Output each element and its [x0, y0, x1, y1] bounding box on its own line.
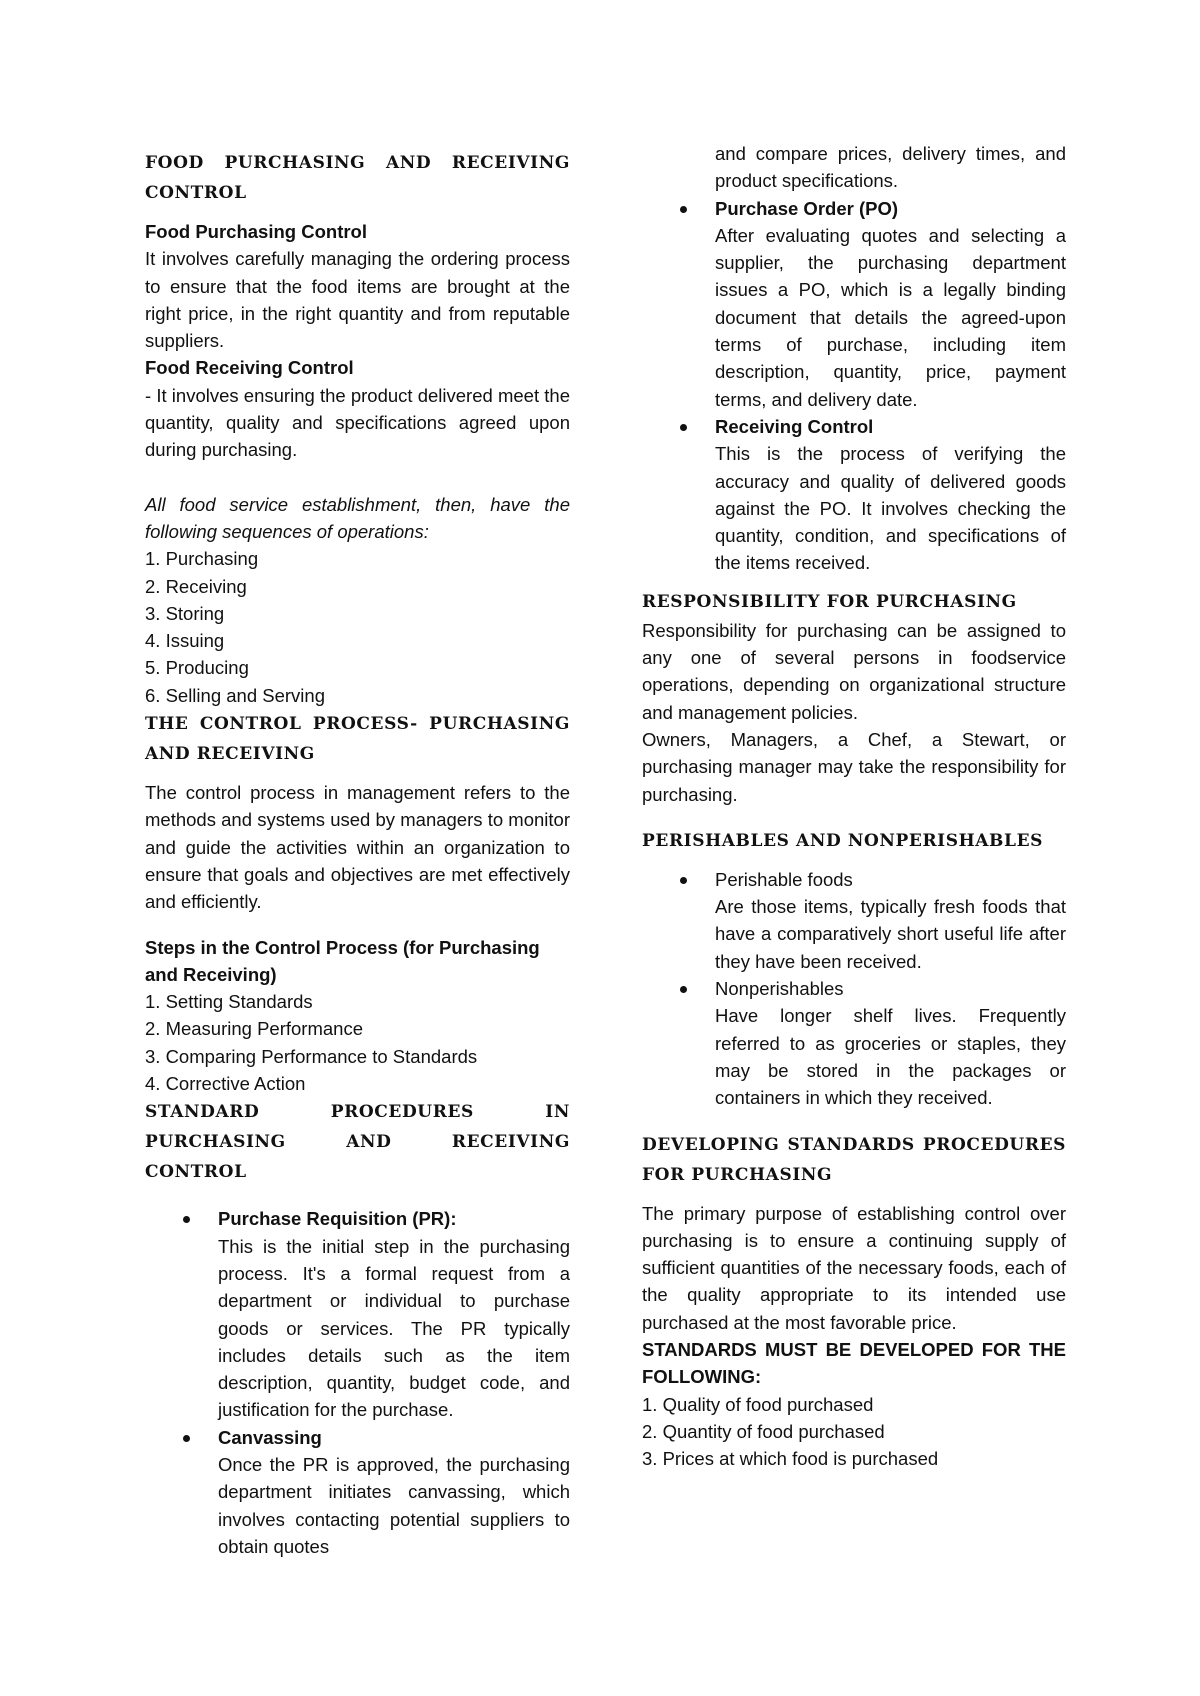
perishable-foods-body: Are those items, typically fresh foods that have a comparatively short useful life after they have been received.: [715, 896, 1066, 972]
bullet-icon: [680, 877, 687, 884]
control-process-body: The control process in management refers to the methods and systems used by managers to monitor and guide the activities within an organization to ensure that goals and objectives are met effectively and efficiently.: [145, 782, 570, 913]
bullet-icon: [183, 1435, 190, 1442]
list-item: 2. Measuring Performance: [145, 1018, 363, 1040]
developing-standards-title: DEVELOPING STANDARDS PROCEDURES FOR PURCHASING: [642, 1134, 1066, 1185]
canvassing-body: Once the PR is approved, the purchasing department initiates canvassing, which involves contacting potential suppliers to obtain quotes: [218, 1453, 570, 1557]
list-item: 4. Corrective Action: [145, 1073, 306, 1095]
list-item: 4. Issuing: [145, 630, 225, 652]
responsibility-body-1: Responsibility for purchasing can be assigned to any one of several persons in foodservice operations, depending on organizational structure and management policies.: [642, 619, 1066, 723]
perishables-title: PERISHABLES AND NONPERISHABLES: [642, 830, 1044, 851]
purchase-requisition-body: This is the initial step in the purchasing process. It's a formal request from a department or individual to purchase goods or services. The PR typically includes details such as the item description, quantity, budget code, and justification for the purchase.: [218, 1235, 570, 1421]
perishables-list: [642, 866, 1066, 1112]
list-item: 1. Purchasing: [145, 548, 259, 570]
document-title: FOOD PURCHASING AND RECEIVING CONTROL: [145, 153, 570, 203]
perishable-foods-heading: Perishable foods: [715, 868, 853, 890]
canvassing-heading: Canvassing: [218, 1426, 322, 1448]
list-item: 1. Quality of food purchased: [642, 1393, 874, 1415]
food-purchasing-control-body: It involves carefully managing the ordering process to ensure that the food items are brought at the right price, in the right quantity and from reputable suppliers.: [145, 248, 570, 352]
receiving-control-heading: Receiving Control: [715, 415, 874, 437]
canvassing-body-continued: and compare prices, delivery times, and product specifications.: [715, 143, 1066, 192]
list-item: 5. Producing: [145, 657, 249, 679]
bullet-icon: [183, 1216, 190, 1223]
standard-procedures-title: STANDARD PROCEDURES IN PURCHASING AND RECEIVING CONTROL: [145, 1102, 570, 1183]
list-item: [145, 1424, 570, 1560]
responsibility-body-2: Owners, Managers, a Chef, a Stewart, or purchasing manager may take the responsibility for purchasing.: [642, 728, 1066, 805]
control-process-title: THE CONTROL PROCESS- PURCHASING AND RECEIVING: [145, 714, 570, 765]
list-item: 6. Selling and Serving: [145, 684, 325, 706]
standards-must-heading: STANDARDS MUST BE DEVELOPED FOR THE FOLLOWING:: [642, 1338, 1066, 1388]
list-item: [642, 413, 1066, 577]
receiving-control-body: This is the process of verifying the accuracy and quality of delivered goods against the PO. It involves checking the quantity, condition, and specifications of the items received.: [715, 443, 1066, 574]
list-item: [642, 195, 1066, 413]
food-receiving-control-heading: Food Receiving Control: [145, 357, 354, 379]
list-item: 2. Quantity of food purchased: [642, 1420, 885, 1442]
bullet-icon: [680, 206, 687, 213]
list-item: 3. Comparing Performance to Standards: [145, 1045, 478, 1067]
nonperishables-heading: Nonperishables: [715, 978, 844, 1000]
list-item: [642, 975, 1066, 1111]
nonperishables-body: Have longer shelf lives. Frequently referred to as groceries or staples, they may be stored in the packages or containers in which they received.: [715, 1005, 1066, 1109]
list-item: 3. Storing: [145, 602, 225, 624]
purchase-requisition-heading: Purchase Requisition (PR):: [218, 1208, 457, 1230]
responsibility-title: RESPONSIBILITY FOR PURCHASING: [642, 591, 1017, 612]
procedures-list: [145, 1205, 570, 1560]
right-column: [642, 143, 1066, 1472]
standards-list: [642, 1391, 1066, 1473]
operations-sequence-list: [145, 545, 570, 709]
control-steps-list: [145, 988, 570, 1097]
developing-standards-body: The primary purpose of establishing control over purchasing is to ensure a continuing supply of sufficient quantities of the necessary foods, each of the quality appropriate to its intended use purchased at the most favorable price.: [642, 1202, 1066, 1333]
left-column: [145, 148, 570, 1560]
food-purchasing-control-heading: Food Purchasing Control: [145, 221, 367, 242]
list-item: 2. Receiving: [145, 575, 247, 597]
list-item: [642, 140, 1066, 195]
sequence-intro: All food service establishment, then, have the following sequences of operations:: [145, 493, 570, 542]
list-item: [642, 866, 1066, 975]
list-item: 3. Prices at which food is purchased: [642, 1448, 939, 1470]
purchase-order-heading: Purchase Order (PO): [715, 197, 899, 219]
bullet-icon: [680, 986, 687, 993]
purchase-order-body: After evaluating quotes and selecting a supplier, the purchasing department issues a PO, which is a legally binding document that details the agreed-upon terms of purchase, including item description, quantity, price, payment terms, and delivery date.: [715, 224, 1066, 410]
steps-heading: Steps in the Control Process (for Purchasing and Receiving): [145, 936, 540, 985]
procedures-list-continued: [642, 140, 1066, 577]
list-item: [145, 1205, 570, 1423]
list-item: 1. Setting Standards: [145, 991, 313, 1013]
food-receiving-control-body: - It involves ensuring the product delivered meet the quantity, quality and specifications agreed upon during purchasing.: [145, 384, 570, 461]
bullet-icon: [680, 424, 687, 431]
